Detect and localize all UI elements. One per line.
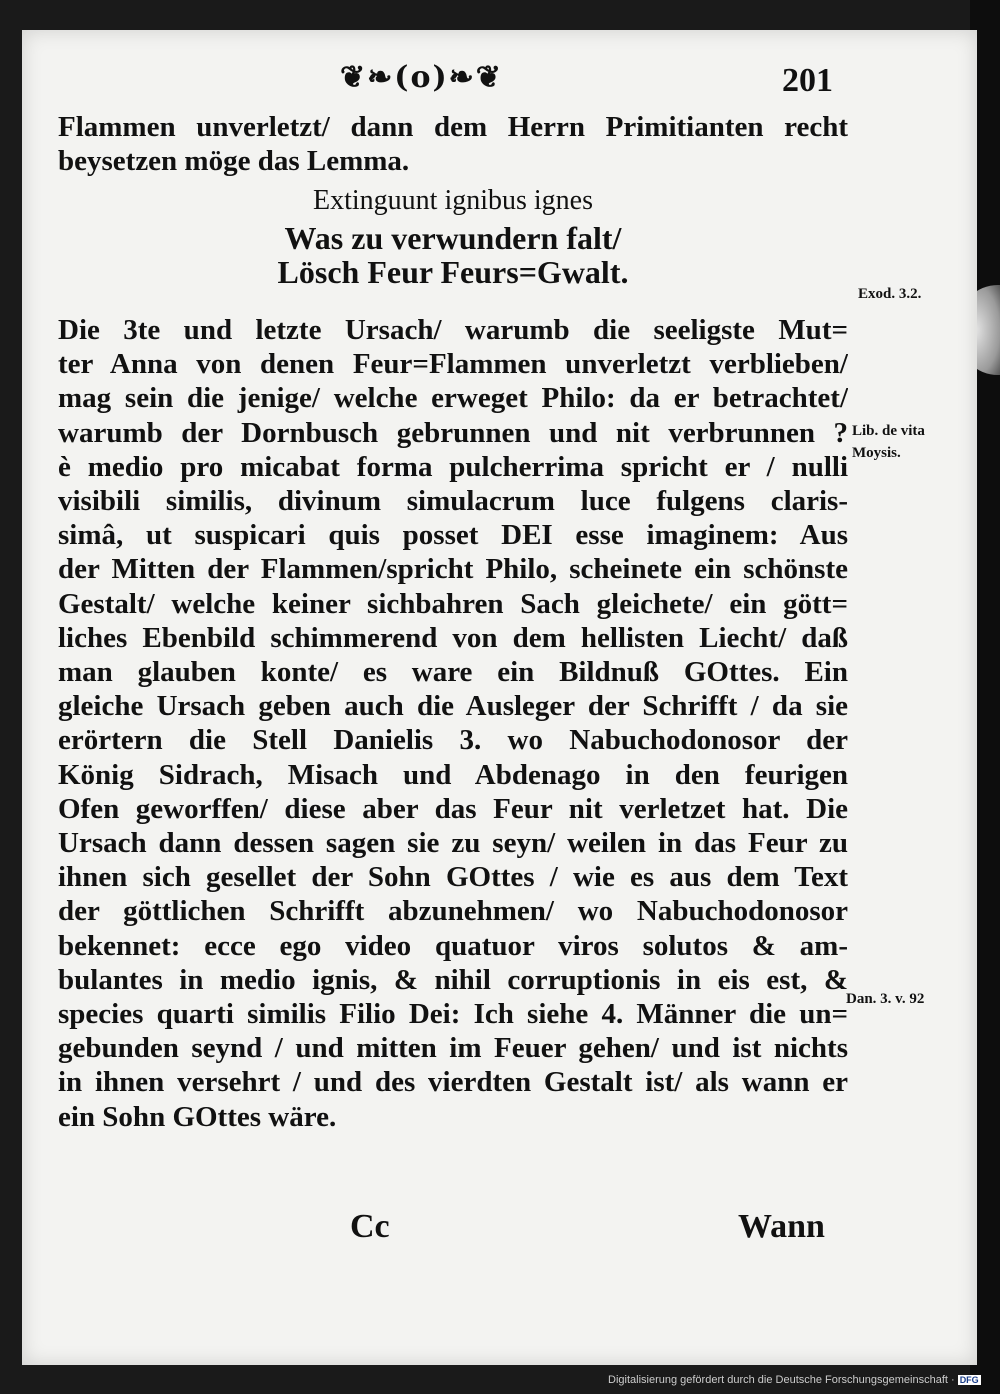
text-line: visibili similis, divinum simulacrum luce fulgens claris- [58,485,848,518]
margin-note: Exod. 3.2. [858,286,922,302]
margin-note [852,420,925,464]
text-line: der Mitten der Flammen/spricht Philo, scheinete ein schönste [58,553,848,586]
header-ornament: ❦❧(o)❧❦ [340,60,503,95]
catchword: Wann [738,1208,825,1245]
digitization-footer [608,1374,981,1386]
verse-line: Was zu verwundern falt/ [284,219,622,256]
lemma: Extinguunt ignibus ignes [313,185,593,217]
verse-line: Lösch Feur Feurs=Gwalt. [277,253,629,290]
signature-mark: Cc [350,1208,390,1245]
text-line: ihnen sich gesellet der Sohn GOttes / wie es aus dem Text [58,861,848,894]
text-line: gleiche Ursach geben auch die Ausleger der Schrifft / da sie [58,690,848,723]
margin-note-line: Lib. de vita [852,423,925,439]
text-line: in ihnen versehrt / und des vierdten Gestalt ist/ als wann er [58,1066,848,1099]
text-line: Ofen geworffen/ diese aber das Feur nit verletzet hat. Die [58,792,848,825]
text-line: König Sidrach, Misach und Abdenago in den feurigen [58,758,848,791]
text-line: bulantes in medio ignis, & nihil corruptionis in eis est, & [58,963,848,996]
text-line: erörtern die Stell Danielis 3. wo Nabuchodonosor der [58,724,848,757]
page-number: 201 [782,62,833,99]
text-line: man glauben konte/ es ware ein Bildnuß GOttes. Ein [58,656,848,689]
text-line: species quarti similis Filio Dei: Ich siehe 4. Männer die un= [58,998,848,1031]
text-line: Flammen unverletzt/ dann dem Herrn Primitianten recht [58,111,848,143]
text-line: bekennet: ecce ego video quatuor viros solutos & am- [58,929,848,962]
text-line: der göttlichen Schrifft abzunehmen/ wo Nabuchodonosor [58,895,848,928]
footer-text: Digitalisierung gefördert durch die Deutsche Forschungsgemeinschaft · [608,1374,955,1386]
text-line: liches Ebenbild schimmerend von dem hellisten Liecht/ daß [58,621,848,654]
page-body [58,110,848,1134]
text-line: è medio pro micabat forma pulcherrima spricht er / nulli [58,450,848,483]
main-paragraph [58,313,848,1134]
text-line: Die 3te und letzte Ursach/ warumb die seeligste Mut= [58,314,848,347]
text-line: simâ, ut suspicari quis posset DEI esse imaginem: Aus [58,519,848,552]
dfg-logo-icon: DFG [959,1375,979,1385]
text-line: Gestalt/ welche keiner sichbahren Sach gleichete/ ein gött= [58,587,848,620]
text-line: beysetzen möge das Lemma. [58,145,410,178]
text-line: ein Sohn GOttes wäre. [58,1100,337,1133]
text-line: gebunden seynd / und mitten im Feuer gehen/ und ist nichts [58,1032,848,1065]
text-line: ter Anna von denen Feur=Flammen unverletzt verblieben/ [58,348,848,381]
margin-note-line: Moysis. [852,445,901,461]
text-line: mag sein die jenige/ welche erweget Philo: da er betrachtet/ [58,382,848,415]
margin-note: Dan. 3. v. 92 [846,991,925,1007]
text-line: warumb der Dornbusch gebrunnen und nit verbrunnen ? [58,416,848,449]
text-line: Ursach dann dessen sagen sie zu seyn/ weilen in das Feur zu [58,827,848,860]
